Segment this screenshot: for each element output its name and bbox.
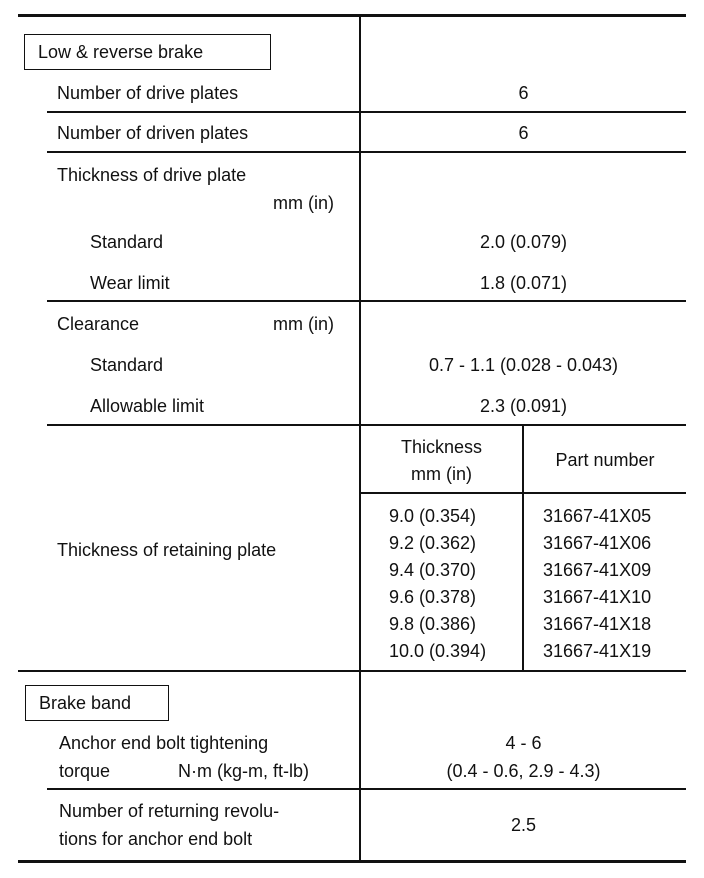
row-divider	[47, 151, 686, 153]
drive-plate-wear-label: Wear limit	[90, 273, 170, 293]
driven-plates-label: Number of driven plates	[57, 123, 249, 143]
drive-plate-wear-value: 1.8 (0.071)	[479, 273, 568, 293]
row-divider	[47, 424, 686, 426]
anchor-torque-unit: N·m (kg-m, ft-lb)	[178, 761, 309, 781]
subtable-thickness-cell: 10.0 (0.394)	[389, 641, 487, 661]
clearance-standard-value: 0.7 - 1.1 (0.028 - 0.043)	[428, 355, 619, 375]
subtable-part-cell: 31667-41X10	[543, 587, 652, 607]
subtable-part-cell: 31667-41X05	[543, 506, 652, 526]
table-bottom-border	[18, 860, 686, 863]
anchor-torque-label-line1: Anchor end bolt tightening	[59, 733, 269, 753]
subtable-thickness-cell: 9.2 (0.362)	[389, 533, 477, 553]
anchor-torque-label-line2: torque	[59, 761, 111, 781]
subtable-part-cell: 31667-41X19	[543, 641, 652, 661]
drive-plate-thickness-label: Thickness of drive plate	[57, 165, 247, 185]
row-divider	[47, 300, 686, 302]
subtable-header-divider	[361, 492, 686, 494]
subtable-thickness-cell: 9.6 (0.378)	[389, 587, 477, 607]
subtable-part-cell: 31667-41X18	[543, 614, 652, 634]
retaining-plate-label: Thickness of retaining plate	[57, 540, 277, 560]
drive-plate-standard-value: 2.0 (0.079)	[479, 232, 568, 252]
drive-plates-value: 6	[518, 83, 529, 103]
section-title-low-reverse-brake: Low & reverse brake	[38, 42, 204, 62]
returning-revolutions-label-line2: tions for anchor end bolt	[59, 829, 253, 849]
subtable-thickness-cell: 9.0 (0.354)	[389, 506, 477, 526]
row-divider	[47, 111, 686, 113]
subtable-header-thickness-unit: mm (in)	[411, 464, 472, 484]
returning-revolutions-value: 2.5	[510, 815, 537, 835]
driven-plates-value: 6	[518, 123, 529, 143]
subtable-thickness-cell: 9.4 (0.370)	[389, 560, 477, 580]
row-divider	[47, 788, 686, 790]
subtable-header-part-number: Part number	[555, 450, 655, 470]
clearance-allowable-label: Allowable limit	[90, 396, 205, 416]
table-top-border	[18, 14, 686, 17]
clearance-unit: mm (in)	[273, 314, 334, 334]
clearance-allowable-value: 2.3 (0.091)	[479, 396, 568, 416]
subtable-thickness-cell: 9.8 (0.386)	[389, 614, 477, 634]
clearance-standard-label: Standard	[90, 355, 164, 375]
anchor-torque-value-line1: 4 - 6	[505, 733, 542, 753]
returning-revolutions-label-line1: Number of returning revolu-	[59, 801, 280, 821]
subtable-part-cell: 31667-41X09	[543, 560, 652, 580]
anchor-torque-value-line2: (0.4 - 0.6, 2.9 - 4.3)	[446, 761, 601, 781]
subtable-part-cell: 31667-41X06	[543, 533, 652, 553]
drive-plate-thickness-unit: mm (in)	[273, 193, 334, 213]
drive-plates-label: Number of drive plates	[57, 83, 239, 103]
subtable-header-thickness: Thickness	[400, 437, 483, 457]
section-title-brake-band: Brake band	[39, 693, 132, 713]
section-divider	[18, 670, 686, 672]
drive-plate-standard-label: Standard	[90, 232, 164, 252]
clearance-label: Clearance	[57, 314, 140, 334]
